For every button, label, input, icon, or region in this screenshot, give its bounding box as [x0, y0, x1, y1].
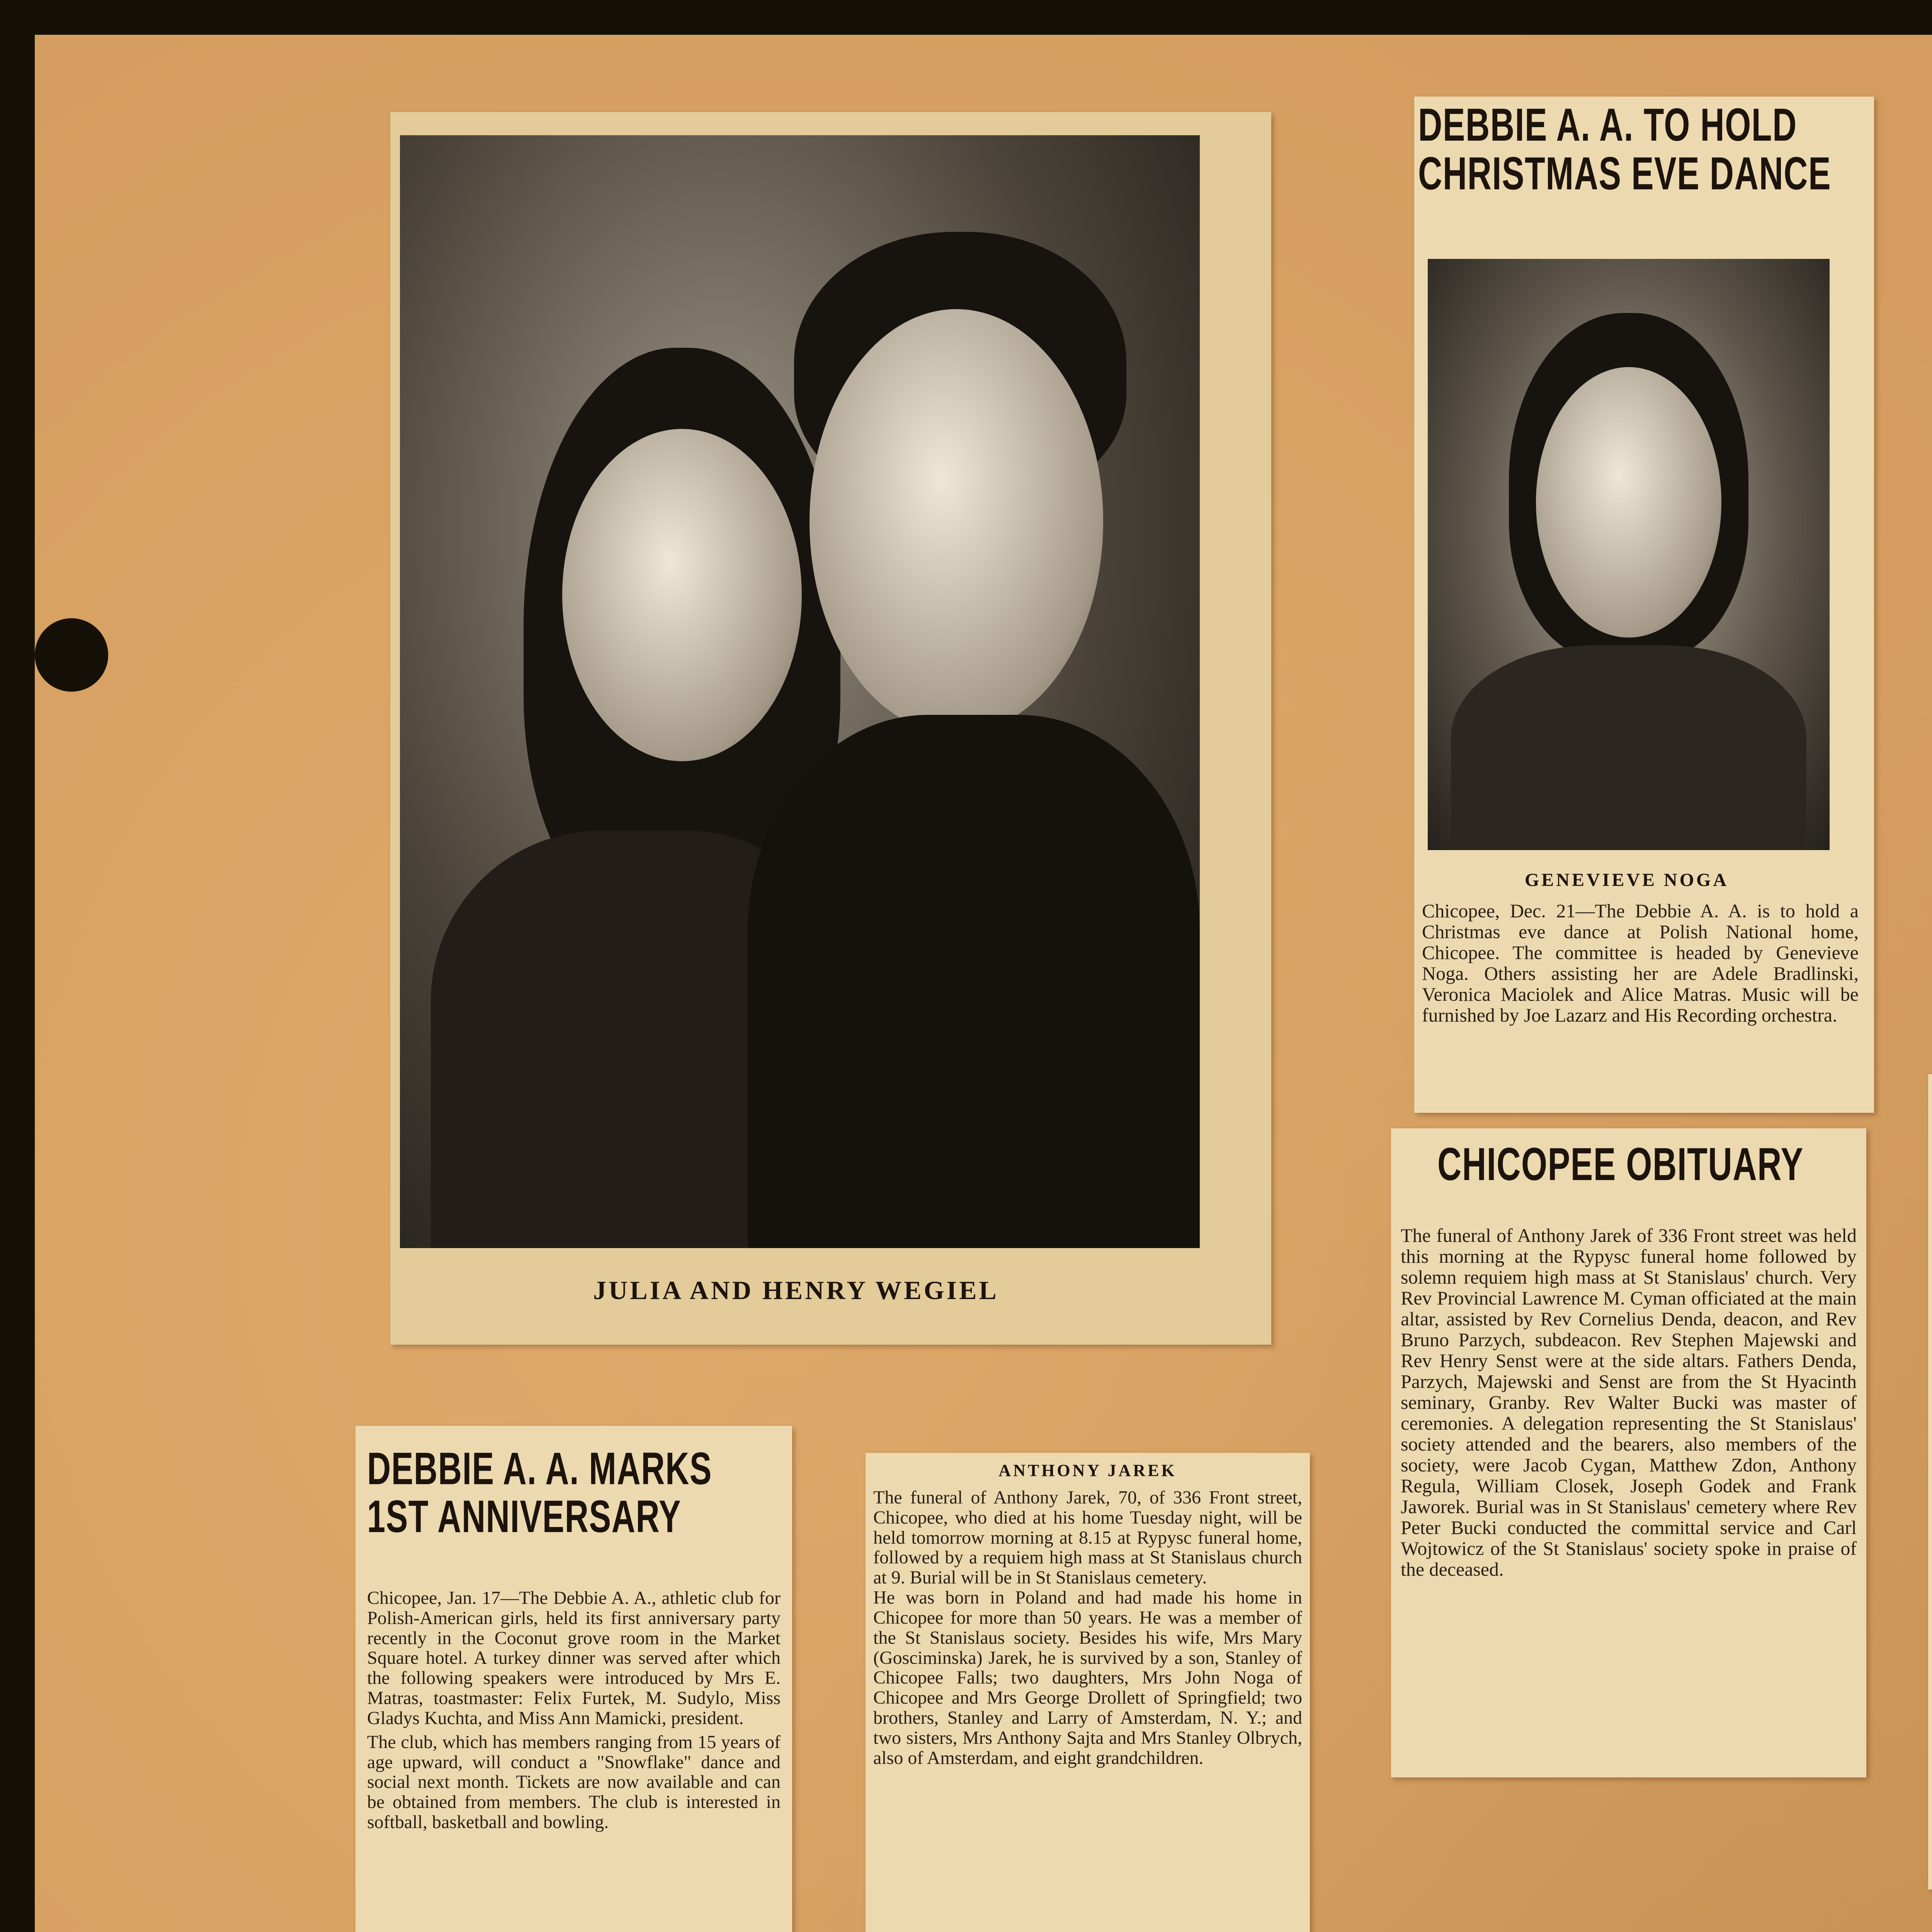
jarek-headline: ANTHONY JAREK: [998, 1461, 1177, 1480]
scrapbook-page: [35, 35, 1932, 1932]
wegiel-clipping: [390, 112, 1271, 1345]
anniversary-clipping: [355, 1426, 792, 1932]
leading-role-clipping: [1928, 1074, 1932, 1889]
wegiel-caption: JULIA AND HENRY WEGIEL: [593, 1276, 999, 1305]
binder-hole-top: [35, 618, 108, 692]
obituary-clipping: [1391, 1128, 1866, 1777]
anniversary-body: [367, 1588, 781, 1932]
debbie-dance-clipping: [1414, 97, 1874, 1113]
jarek-body: [873, 1488, 1302, 1932]
anniversary-paragraph-2: The club, which has members ranging from 15 years of age upward, will conduct a "Snowflake" dance and social next month. Tickets are now available and can be obtained from members. The club is interested in softball, basketball and bowling.: [367, 1731, 781, 1833]
genevieve-noga-caption: GENEVIEVE NOGA: [1524, 870, 1729, 890]
debbie-dance-headline: DEBBIE A. A. TO HOLD CHRISTMAS EVE DANCE: [1418, 99, 1832, 199]
obituary-body: The funeral of Anthony Jarek of 336 Front street was held this morning at the Rypysc funeral home followed by solemn requiem high mass at St Stanislaus' church. Very Rev Provincial Lawrence M. Cyman officiated at the main altar, assisted by Rev Cornelius Denda, deacon, and Rev Bruno Parzych, subdeacon. Rev Stephen Majewski and Rev Henry Senst were at the side altars. Fathers Denda, Parzych, Majewski and Senst are from the St Hyacinth seminary, Granby. Rev Walter Bucki was master of ceremonies. A delegation representing the St Stanislaus' society attended and the bearers, also members of the society, were Jacob Cygan, Matthew Zdon, Anthony Regula, William Closek, Joseph Godek and Frank Jaworek. Burial was in St Stanislaus' cemetery where Rev Peter Bucki conducted the committal service and Carl Wojtowicz of the St Stanislaus' society spoke in praise of the deceased.: [1401, 1225, 1857, 1580]
obituary-headline: CHICOPEE OBITUARY: [1437, 1138, 1804, 1190]
debbie-dance-body: Chicopee, Dec. 21—The Debbie A. A. is to hold a Christmas eve dance at Polish National home, Chicopee. The committee is headed by Genevieve Noga. Others assisting her are Adele Bradlinski, Veronica Maciolek and Alice Matras. Music will be furnished by Joe Lazarz and His Recording orchestra.: [1422, 900, 1859, 1026]
genevieve-noga-photo: [1428, 259, 1830, 850]
wegiel-photo: [400, 135, 1200, 1248]
mary-fitzgerald-caption: [1928, 1835, 1932, 1857]
jarek-paragraph-2: He was born in Poland and had made his home in Chicopee for more than 50 years. He was a member of the St Stanislaus society. Besides his wife, Mrs Mary (Gosciminska) Jarek, he is survived by a son, Stanley of Chicopee Falls; two daughters, Mrs John Noga of Chicopee and Mrs George Drollett of Springfield; two brothers, Stanley and Larry of Amsterdam, N. Y.; and two sisters, Mrs Anthony Sajta and Mrs Stanley Olbrych, also of Amsterdam, and eight grandchildren.: [873, 1587, 1302, 1768]
jarek-paragraph-1: The funeral of Anthony Jarek, 70, of 336 Front street, Chicopee, who died at his home Tuesday night, will be held tomorrow morning at 8.15 at Rypysc funeral home, followed by a requiem high mass at St Stanislaus church at 9. Burial will be in St Stanislaus cemetery.: [873, 1488, 1302, 1588]
anniversary-headline: DEBBIE A. A. MARKS 1ST ANNIVERSARY: [367, 1443, 712, 1542]
jarek-clipping: [866, 1453, 1310, 1932]
anniversary-paragraph-1: Chicopee, Jan. 17—The Debbie A. A., athletic club for Polish-American girls, held its first anniversary party recently in the Coconut grove room in the Market Square hotel. A turkey dinner was served after which the following speakers were introduced by Mrs E. Matras, toastmaster: Felix Furtek, M. Sudylo, Miss Gladys Kuchta, and Miss Ann Mamicki, president.: [367, 1588, 781, 1728]
